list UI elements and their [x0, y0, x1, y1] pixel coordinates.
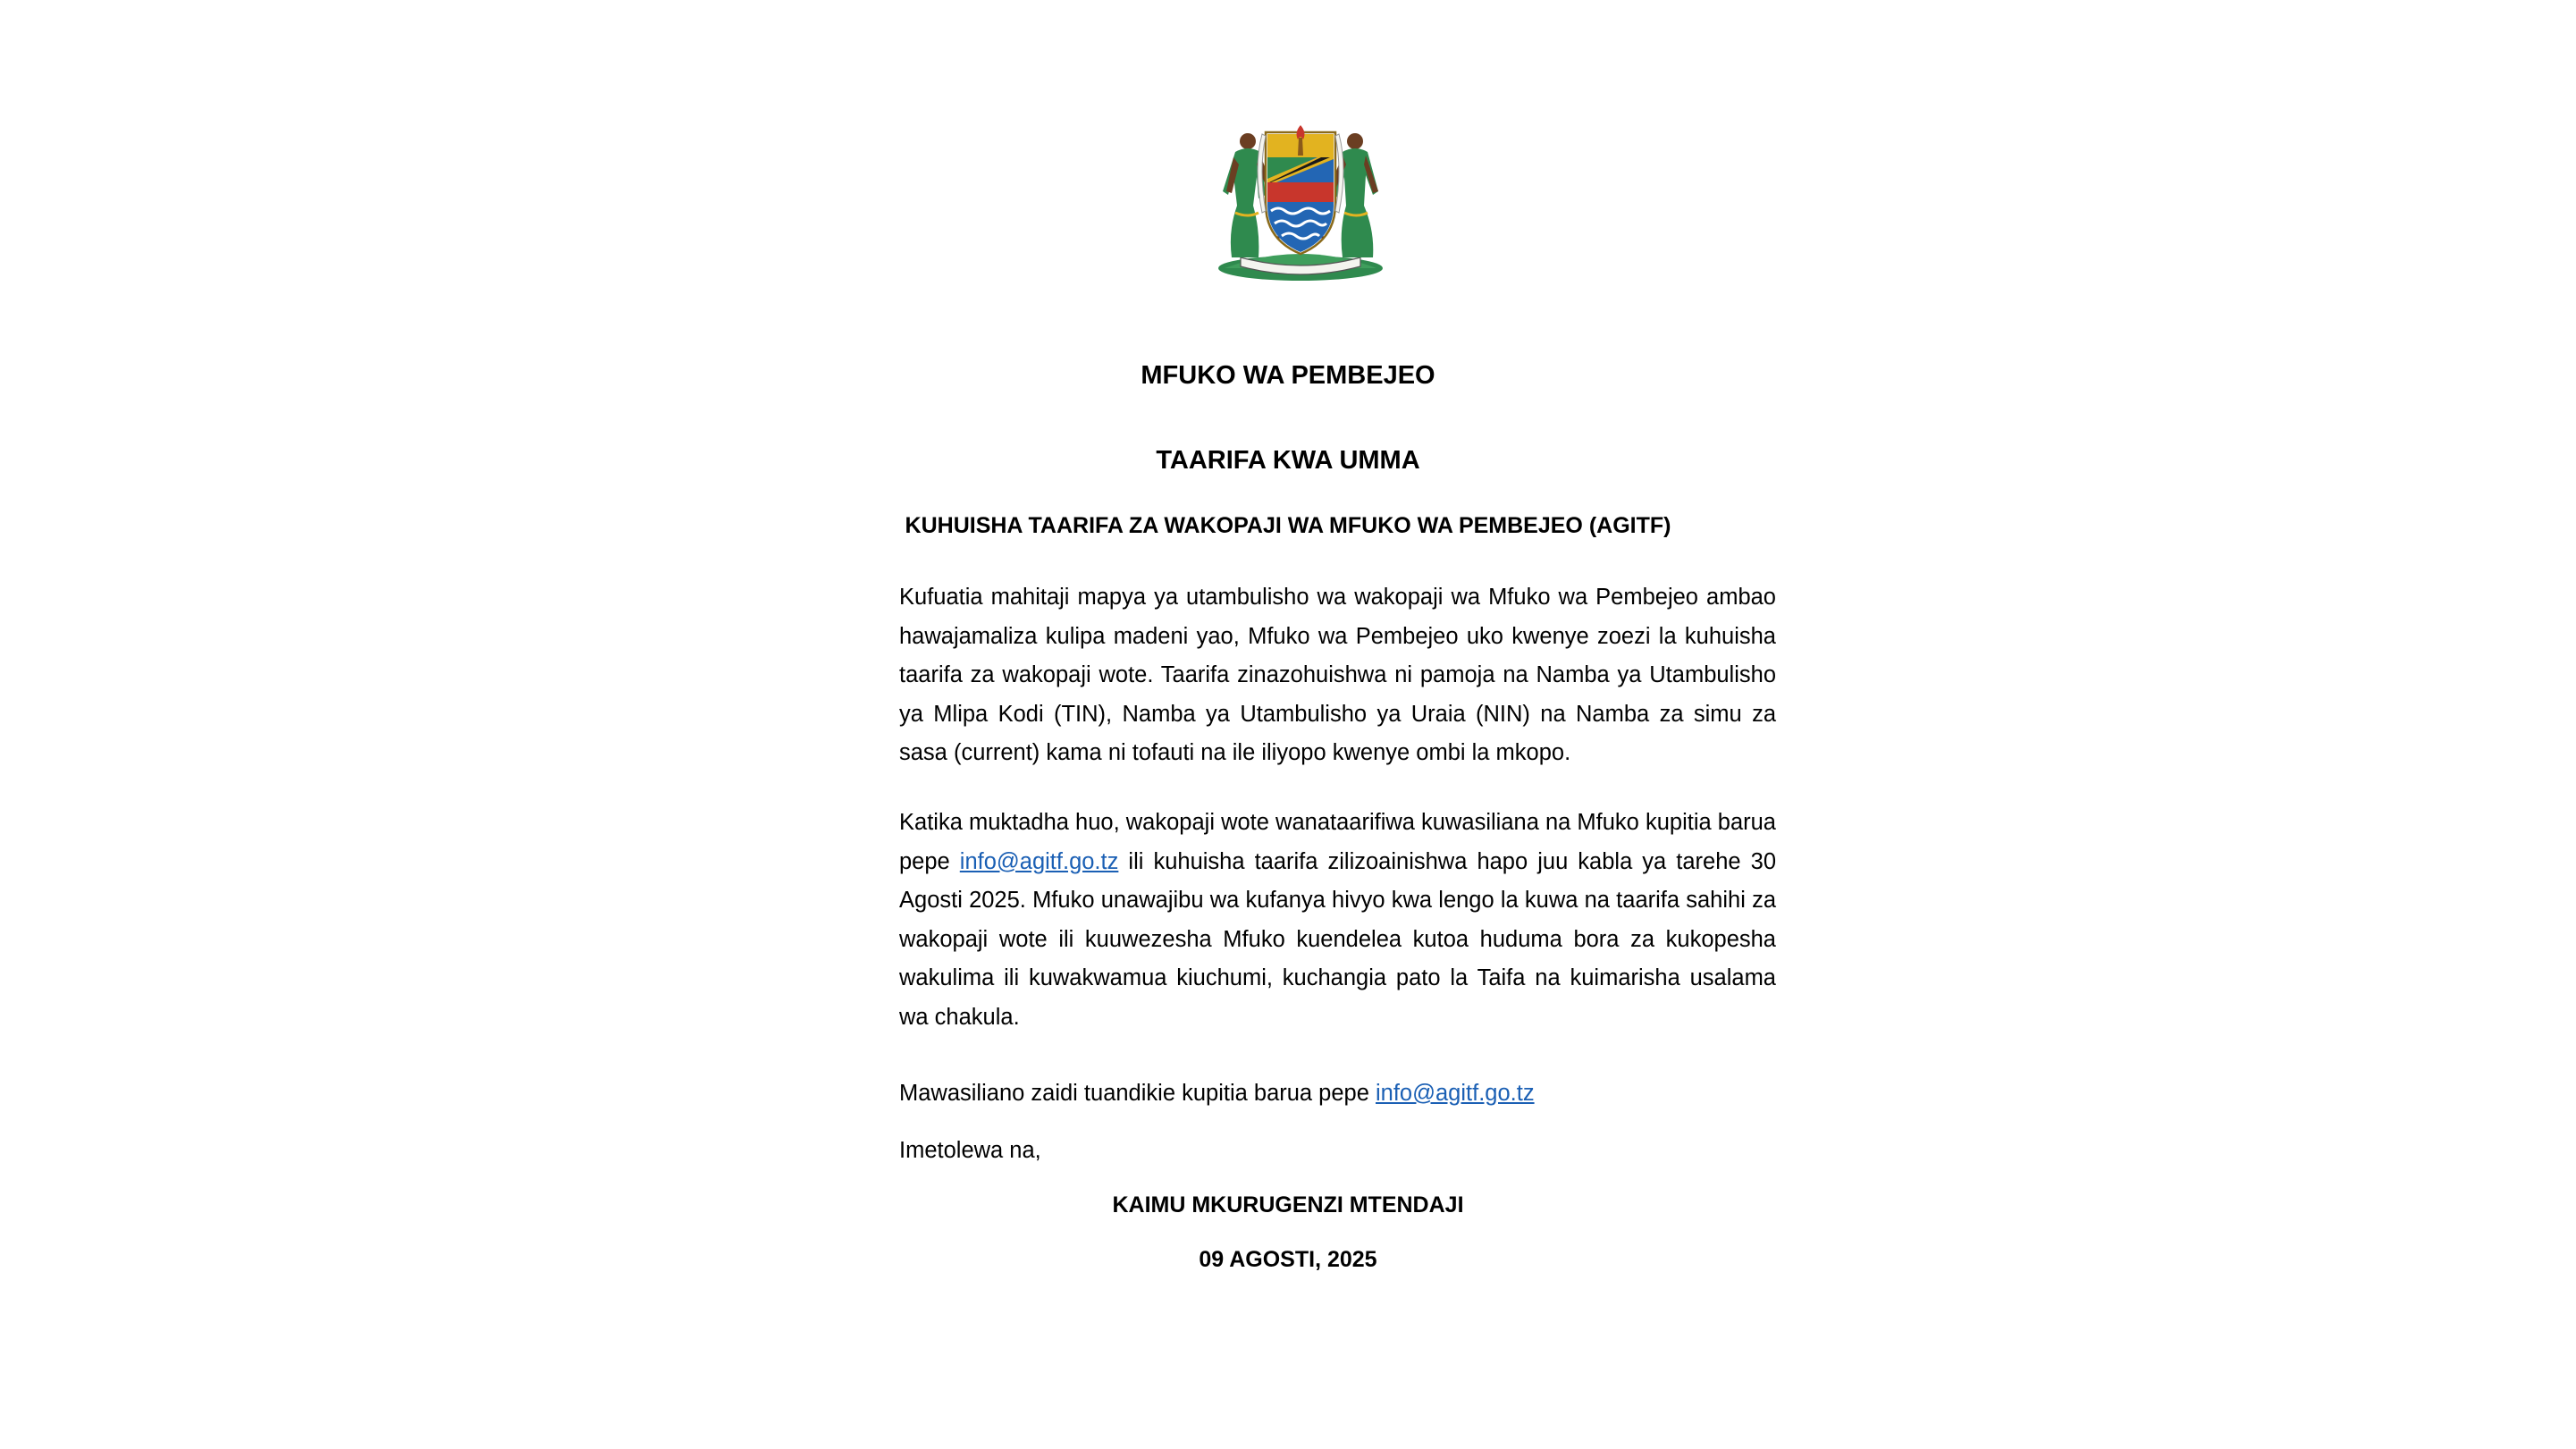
issued-by-label: Imetolewa na,	[899, 1138, 1041, 1163]
page-subtitle: TAARIFA KWA UMMA	[1156, 446, 1420, 475]
contact-email-link[interactable]: info@agitf.go.tz	[1376, 1081, 1535, 1106]
paragraph-instructions-start: Katika muktadha huo, wakopaji wote wanataarifiwa kuwasiliana na Mfuko kupitia barua pepe	[899, 810, 1776, 874]
paragraph-contact-text: Mawasiliano zaidi tuandikie kupitia barua pepe	[899, 1081, 1376, 1106]
page-title: MFUKO WA PEMBEJEO	[1141, 361, 1435, 390]
email-link[interactable]: info@agitf.go.tz	[959, 848, 1119, 874]
issue-date: 09 AGOSTI, 2025	[1199, 1247, 1377, 1272]
notice-headline: KUHUISHA TAARIFA ZA WAKOPAJI WA MFUKO WA PEMBEJEO (AGITF)	[905, 513, 1671, 538]
paragraph-instructions	[899, 804, 1776, 1037]
paragraph-intro: Kufuatia mahitaji mapya ya utambulisho wa wakopaji wa Mfuko wa Pembejeo ambao hawajamaliza kulipa madeni yao, Mfuko wa Pembejeo uko kwenye zoezi la kuhuisha taarifa za wakopaji wote. Taarifa zinazohuishwa ni pamoja na Namba ya Utambulisho ya Mlipa Kodi (TIN), Namba ya Utambulisho ya Uraia (NIN) na Namba za simu za sasa (current) kama ni tofauti na ile iliyopo kwenye ombi la mkopo.	[899, 585, 1776, 765]
paragraph-contact	[899, 1074, 1776, 1114]
paragraph-instructions-end: ili kuhuisha taarifa zilizoainishwa hapo juu kabla ya tarehe 30 Agosti 2025. Mfuko unawajibu wa kufanya hivyo kwa lengo la kuwa na taarifa sahihi za wakopaji wote ili kuuwezesha Mfuko kuendelea kutoa huduma bora za kukopesha wakulima ili kuwakwamua kiuchumi, kuchangia pato la Taifa na kuimarisha usalama wa chakula.	[899, 848, 1776, 1030]
signatory-title: KAIMU MKURUGENZI MTENDAJI	[1112, 1192, 1464, 1217]
coat-of-arms-icon	[1207, 105, 1394, 284]
